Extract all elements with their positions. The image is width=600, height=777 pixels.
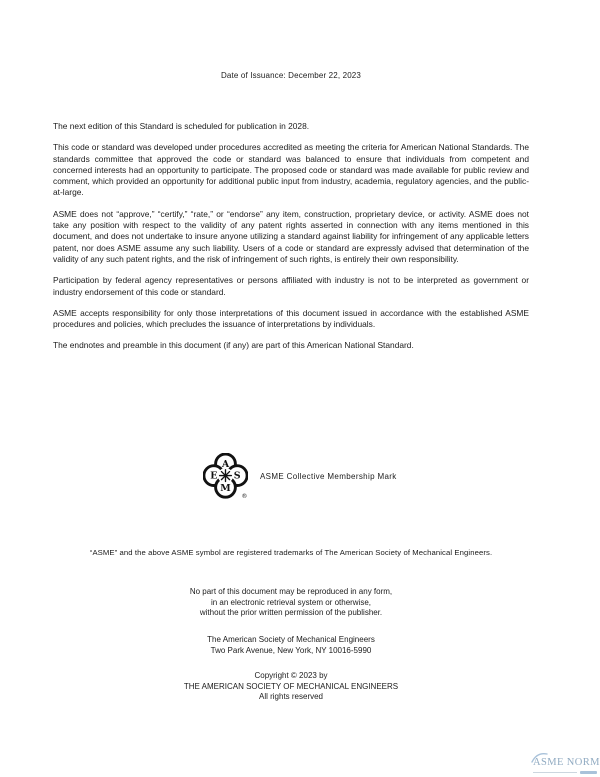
trademark-notice: “ASME” and the above ASME symbol are registered trademarks of The American Society of Mechanical Engineers. bbox=[89, 548, 493, 557]
paragraph-interpretations: ASME accepts responsibility for only those interpretations of this document issued in accordance with the established ASME procedures and policies, which precludes the issuance of interpretations by individuals. bbox=[53, 307, 529, 330]
logo-letter-m: M bbox=[220, 482, 231, 494]
reproduction-notice bbox=[53, 587, 529, 619]
asme-norm-watermark bbox=[533, 752, 600, 774]
publisher-address: Two Park Avenue, New York, NY 10016-5990 bbox=[210, 645, 372, 655]
watermark-tagline-row bbox=[533, 771, 597, 774]
paragraph-endnotes: The endnotes and preamble in this document (if any) are part of this American National Standard. bbox=[53, 340, 414, 351]
reproduction-notice-line: without the prior written permission of the publisher. bbox=[199, 608, 383, 618]
asme-clover-logo-icon bbox=[203, 453, 248, 500]
paragraph-no-endorsement: ASME does not “approve,” “certify,” “rate,” or “endorse” any item, construction, proprietary device, or activity. ASME does not take any position with respect to the validity of any patent rights asserted in connection with any items mentioned in this document, and does not undertake to insure anyone utilizing a standard against liability for infringement of any applicable letters patent, nor does ASME assume any such liability. Users of a code or standard are expressly advised that determination of the validity of any such patent rights, and the risk of infringement of such rights, is entirely their own responsibility. bbox=[53, 208, 529, 264]
paragraph-federal-participation: Participation by federal agency representatives or persons affiliated with industry is not to be interpreted as government or industry endorsement of this code or standard. bbox=[53, 275, 529, 297]
membership-mark-label: ASME Collective Membership Mark bbox=[260, 472, 397, 481]
publisher-name: The American Society of Mechanical Engineers bbox=[207, 635, 375, 644]
copyright-block bbox=[53, 671, 529, 703]
copyright-rights-line: All rights reserved bbox=[258, 692, 324, 702]
registered-trademark-symbol: ® bbox=[241, 494, 248, 500]
reproduction-notice-line: in an electronic retrieval system or otherwise, bbox=[210, 597, 372, 607]
paragraph-next-edition: The next edition of this Standard is scheduled for publication in 2028. bbox=[53, 121, 310, 131]
logo-letter-a: A bbox=[221, 459, 230, 471]
watermark-tagline bbox=[580, 771, 597, 774]
body-copy bbox=[53, 121, 529, 362]
paragraph-accreditation: This code or standard was developed under procedures accredited as meeting the criteria for American National Standards. The standards committee that approved the code or standard was balanced to ensure that individuals from competent and concerned interests had an opportunity to participate. The proposed code or standard was made available for public review and comment, which provided an opportunity for additional public input from industry, academia, regulatory agencies, and the public-at-large. bbox=[53, 142, 529, 198]
logo-letter-s: S bbox=[233, 470, 241, 482]
copyright-year-line: Copyright © 2023 by bbox=[254, 671, 328, 680]
copyright-holder-line: THE AMERICAN SOCIETY OF MECHANICAL ENGINEERS bbox=[183, 681, 399, 691]
membership-mark-row bbox=[203, 453, 397, 500]
watermark-rule bbox=[533, 772, 577, 773]
date-of-issuance: Date of Issuance: December 22, 2023 bbox=[221, 71, 361, 80]
logo-letter-e: E bbox=[210, 470, 218, 482]
watermark-text: ASME NORM bbox=[533, 757, 600, 768]
publisher-block bbox=[53, 635, 529, 656]
reproduction-notice-line: No part of this document may be reproduced in any form, bbox=[189, 587, 393, 596]
